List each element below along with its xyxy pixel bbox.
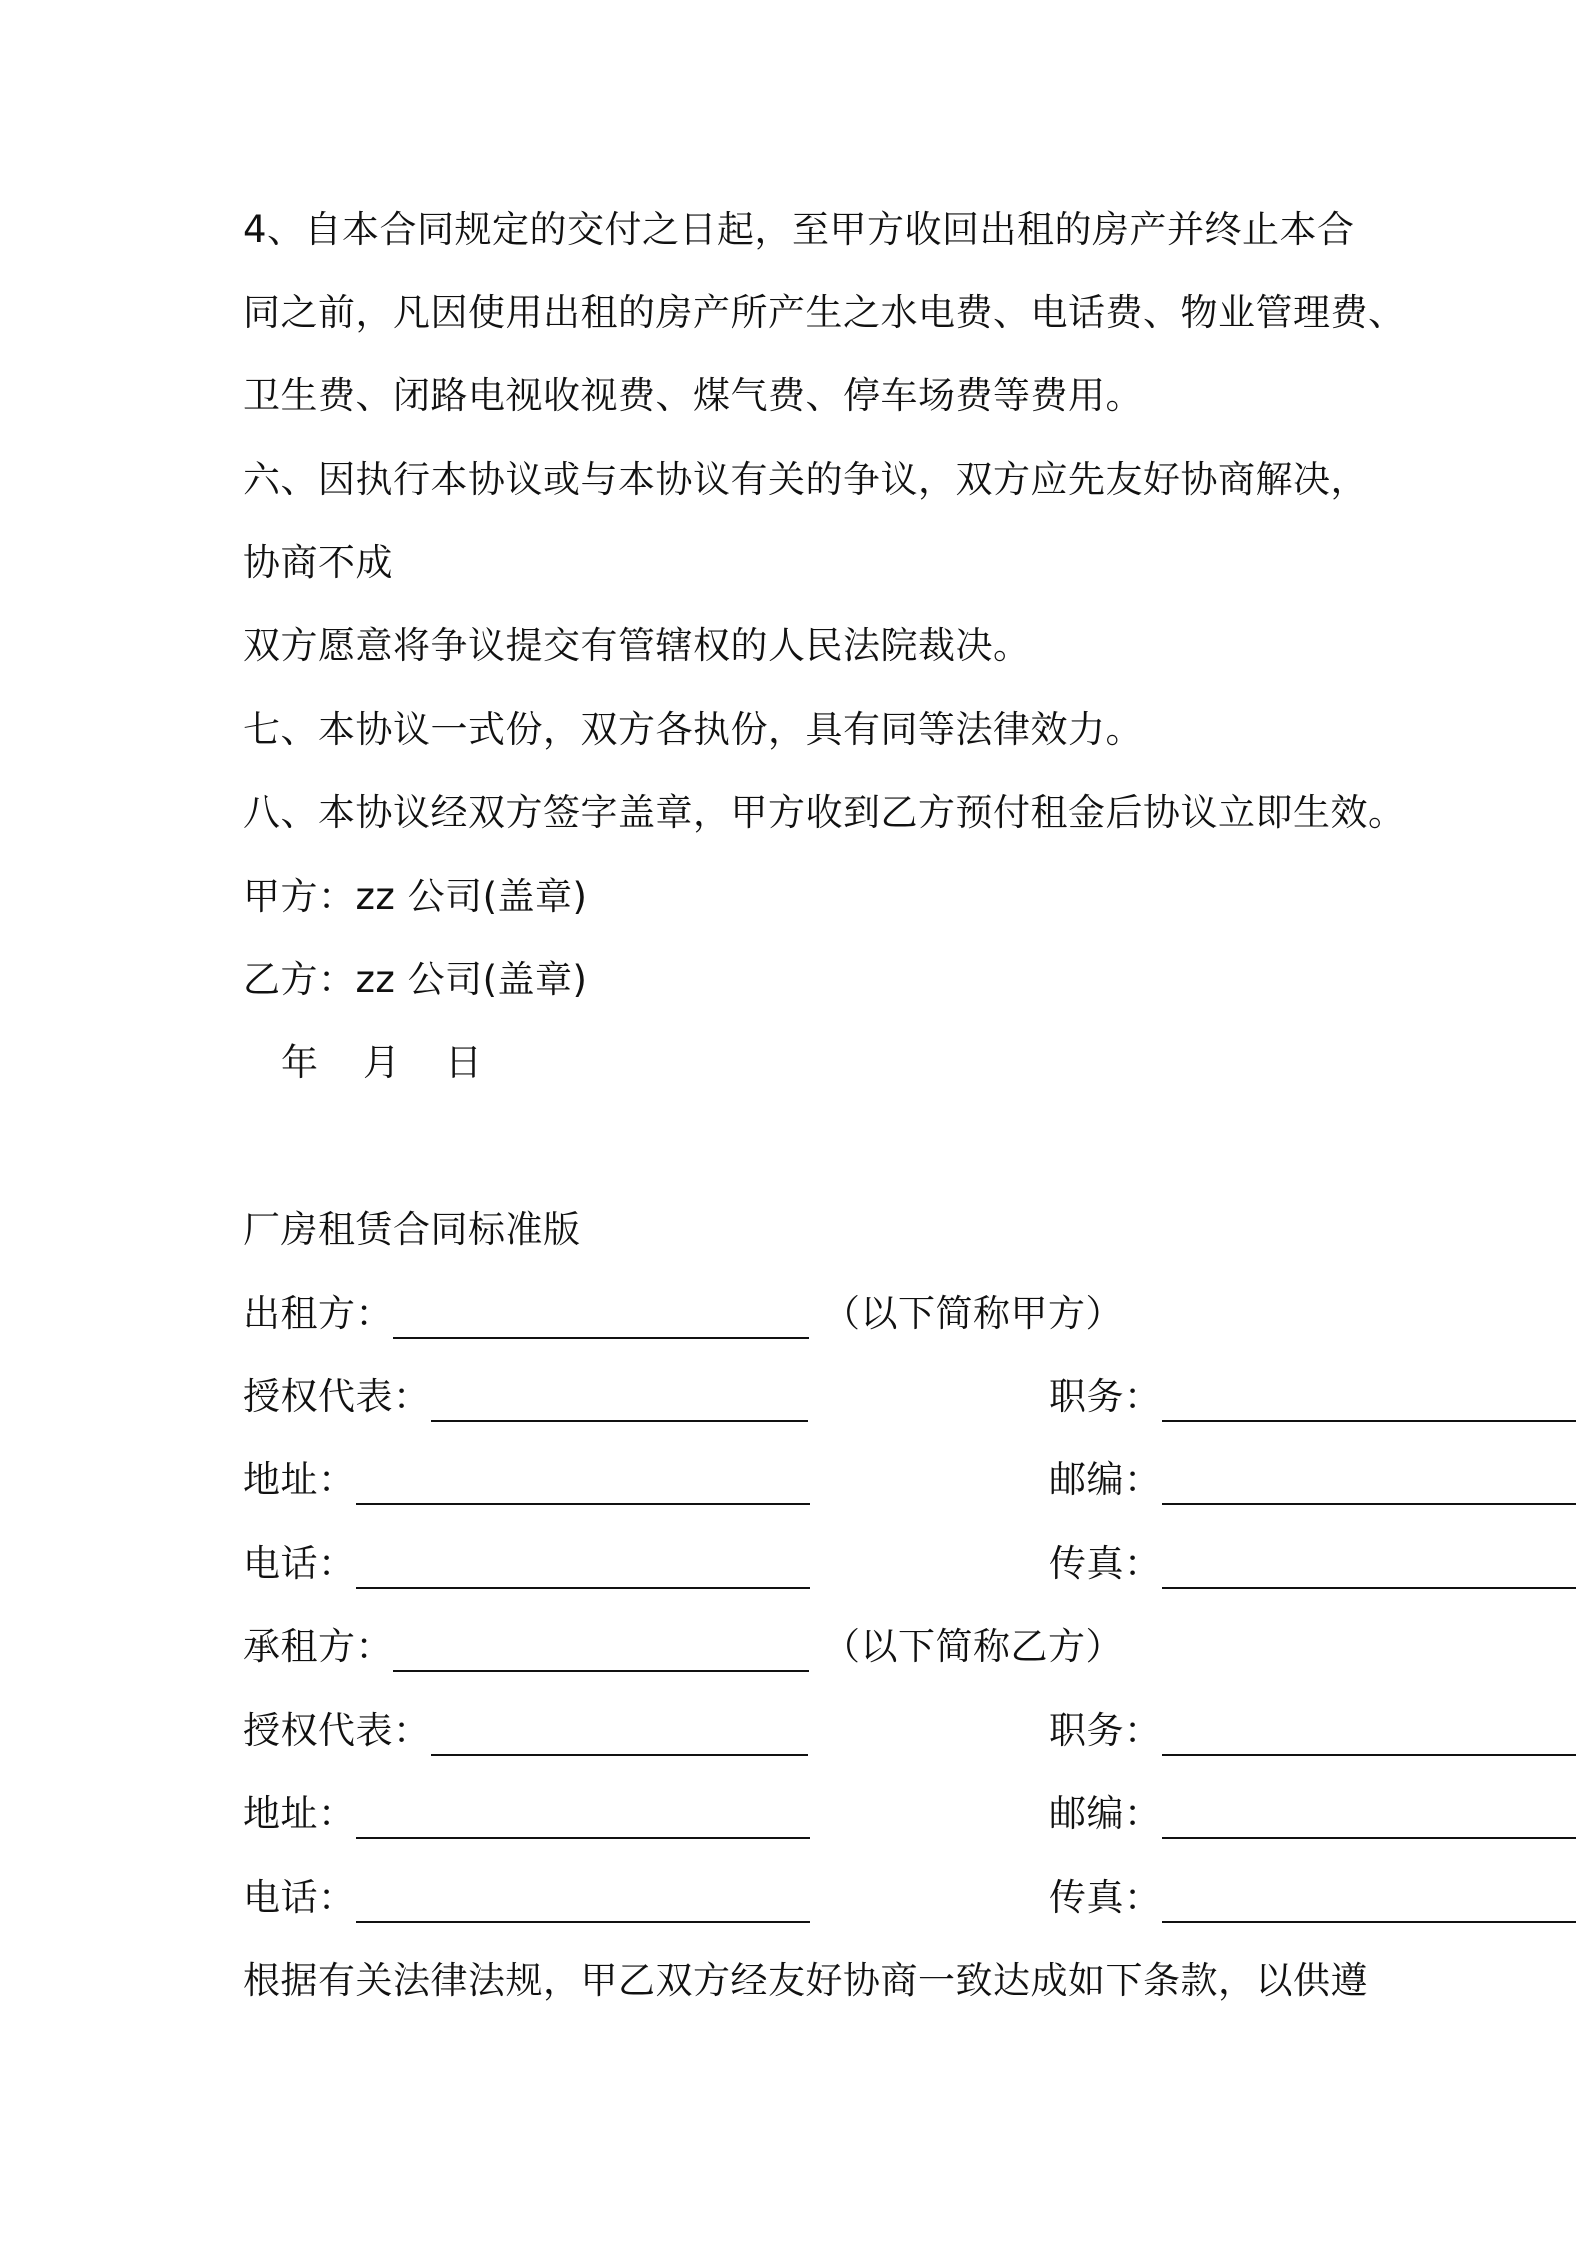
lessor-rep-field[interactable] bbox=[431, 1380, 808, 1422]
signature-date: 年 月 日 bbox=[281, 1041, 486, 1084]
lessor-postcode-group bbox=[1049, 1455, 1576, 1505]
clause-7: 七、本协议一式份，双方各执份，具有同等法律效力。 bbox=[243, 708, 1143, 751]
clause-6-line-2: 协商不成 bbox=[243, 541, 393, 584]
clause-4-line-2: 同之前，凡因使用出租的房产所产生之水电费、电话费、物业管理费、 bbox=[243, 291, 1406, 334]
lessee-address-label: 地址： bbox=[243, 1792, 356, 1835]
clause-6-line-1: 六、因执行本协议或与本协议有关的争议，双方应先友好协商解决， bbox=[243, 458, 1368, 501]
lessee-position-field[interactable] bbox=[1162, 1714, 1576, 1756]
lessor-position-label: 职务： bbox=[1049, 1375, 1162, 1418]
lessor-phone-field[interactable] bbox=[356, 1547, 810, 1589]
lessor-address-label: 地址： bbox=[243, 1458, 356, 1501]
contract-title: 厂房租赁合同标准版 bbox=[243, 1208, 581, 1251]
lessor-fax-group bbox=[1049, 1539, 1576, 1589]
lessee-phone-field[interactable] bbox=[356, 1881, 810, 1923]
lessee-phone-label: 电话： bbox=[243, 1876, 356, 1919]
clause-4-line-3: 卫生费、闭路电视收视费、煤气费、停车场费等费用。 bbox=[243, 374, 1143, 417]
lessor-name-field[interactable] bbox=[393, 1297, 809, 1339]
lessee-rep-field[interactable] bbox=[431, 1714, 808, 1756]
lessor-address-field[interactable] bbox=[356, 1463, 810, 1505]
lessee-postcode-group bbox=[1049, 1789, 1576, 1839]
lessee-phone-row bbox=[243, 1873, 1343, 1923]
lessor-position-field[interactable] bbox=[1162, 1380, 1576, 1422]
lessee-postcode-field[interactable] bbox=[1162, 1797, 1576, 1839]
lessee-position-label: 职务： bbox=[1049, 1709, 1162, 1752]
lessor-fax-field[interactable] bbox=[1162, 1547, 1576, 1589]
clause-8: 八、本协议经双方签字盖章，甲方收到乙方预付租金后协议立即生效。 bbox=[243, 791, 1406, 834]
lessee-address-row bbox=[243, 1789, 1343, 1839]
clause-4-line-1: 4、自本合同规定的交付之日起，至甲方收回出租的房产并终止本合 bbox=[243, 208, 1355, 251]
lessor-postcode-field[interactable] bbox=[1162, 1463, 1576, 1505]
lessor-position-group bbox=[1049, 1372, 1576, 1422]
lessor-row bbox=[243, 1289, 1123, 1339]
lessee-fax-label: 传真： bbox=[1049, 1876, 1162, 1919]
lessee-fax-group bbox=[1049, 1873, 1576, 1923]
lessee-rep-row bbox=[243, 1706, 1343, 1756]
party-b-signature: 乙方：zz 公司(盖章) bbox=[243, 958, 588, 1001]
lessee-label: 承租方： bbox=[243, 1625, 393, 1668]
lessee-address-field[interactable] bbox=[356, 1797, 810, 1839]
lessee-suffix: （以下简称乙方） bbox=[823, 1625, 1123, 1668]
lessee-fax-field[interactable] bbox=[1162, 1881, 1576, 1923]
party-a-signature: 甲方：zz 公司(盖章) bbox=[243, 875, 588, 918]
lessee-position-group bbox=[1049, 1706, 1576, 1756]
lessor-rep-label: 授权代表： bbox=[243, 1375, 431, 1418]
lessor-postcode-label: 邮编： bbox=[1049, 1458, 1162, 1501]
lessee-rep-label: 授权代表： bbox=[243, 1709, 431, 1752]
lessor-suffix: （以下简称甲方） bbox=[823, 1292, 1123, 1335]
lessor-fax-label: 传真： bbox=[1049, 1542, 1162, 1585]
lessee-postcode-label: 邮编： bbox=[1049, 1792, 1162, 1835]
contract-intro: 根据有关法律法规，甲乙双方经友好协商一致达成如下条款，以供遵 bbox=[243, 1959, 1368, 2002]
lessor-phone-row bbox=[243, 1539, 1343, 1589]
lessee-name-field[interactable] bbox=[393, 1630, 809, 1672]
lessor-address-row bbox=[243, 1455, 1343, 1505]
lessor-phone-label: 电话： bbox=[243, 1542, 356, 1585]
lessor-label: 出租方： bbox=[243, 1292, 393, 1335]
lessee-row bbox=[243, 1622, 1123, 1672]
lessor-rep-row bbox=[243, 1372, 1343, 1422]
clause-6-line-3: 双方愿意将争议提交有管辖权的人民法院裁决。 bbox=[243, 624, 1031, 667]
